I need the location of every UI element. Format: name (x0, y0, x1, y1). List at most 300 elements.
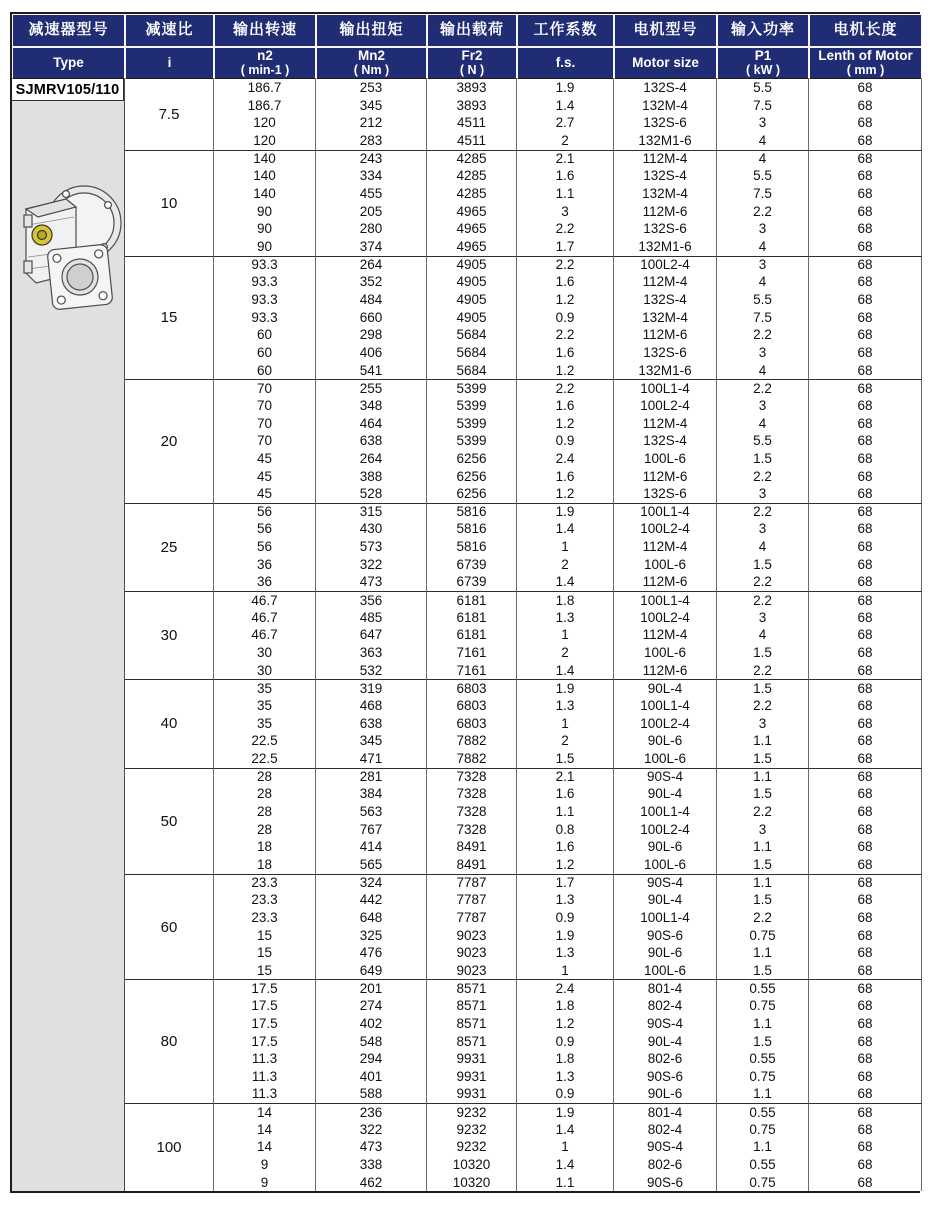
motor-length-value: 68 (809, 573, 922, 591)
service-factor-value: 0.9 (517, 1085, 614, 1103)
input-power-value: 4 (717, 362, 809, 380)
service-factor-value: 2.2 (517, 326, 614, 344)
motor-size-value: 132S-6 (614, 485, 717, 503)
input-power-value: 4 (717, 538, 809, 556)
motor-size-value: 90L-4 (614, 679, 717, 697)
output-speed-value: 9 (214, 1174, 316, 1192)
output-torque-value: 264 (316, 256, 427, 274)
input-power-value: 0.75 (717, 1121, 809, 1139)
service-factor-value: 1.6 (517, 785, 614, 803)
service-factor-value: 1.3 (517, 1068, 614, 1086)
service-factor-value: 1 (517, 626, 614, 644)
output-speed-value: 14 (214, 1121, 316, 1139)
input-power-value: 0.55 (717, 1050, 809, 1068)
service-factor-value: 1.9 (517, 927, 614, 945)
service-factor-value: 1.1 (517, 1174, 614, 1192)
motor-length-value: 68 (809, 485, 922, 503)
output-load-value: 5816 (427, 538, 517, 556)
motor-size-value: 100L2-4 (614, 256, 717, 274)
output-torque-value: 374 (316, 238, 427, 256)
output-load-value: 6803 (427, 679, 517, 697)
motor-size-value: 801-4 (614, 979, 717, 997)
output-load-value: 6181 (427, 591, 517, 609)
header-line: Fr2 (461, 47, 483, 63)
motor-size-value: 112M-4 (614, 626, 717, 644)
motor-length-value: 68 (809, 856, 922, 874)
output-load-value: 9931 (427, 1085, 517, 1103)
output-speed-value: 22.5 (214, 750, 316, 768)
col-header-motor-length-en (809, 47, 922, 79)
output-load-value: 6803 (427, 715, 517, 733)
motor-size-value: 100L2-4 (614, 821, 717, 839)
output-torque-value: 319 (316, 679, 427, 697)
output-speed-value: 186.7 (214, 79, 316, 97)
ratio-cell-60: 60 (125, 874, 214, 980)
service-factor-value: 0.9 (517, 432, 614, 450)
output-load-value: 4905 (427, 256, 517, 274)
output-speed-value: 90 (214, 238, 316, 256)
output-torque-value: 264 (316, 450, 427, 468)
output-speed-value: 70 (214, 432, 316, 450)
output-load-value: 4285 (427, 167, 517, 185)
output-load-value: 3893 (427, 97, 517, 115)
motor-length-value: 68 (809, 167, 922, 185)
output-torque-value: 315 (316, 503, 427, 521)
output-torque-value: 660 (316, 309, 427, 327)
service-factor-value: 2 (517, 732, 614, 750)
output-torque-value: 334 (316, 167, 427, 185)
motor-size-value: 90S-6 (614, 927, 717, 945)
input-power-value: 0.55 (717, 979, 809, 997)
output-speed-value: 11.3 (214, 1050, 316, 1068)
output-load-value: 5684 (427, 344, 517, 362)
ratio-cell-15: 15 (125, 256, 214, 380)
input-power-value: 2.2 (717, 591, 809, 609)
motor-size-value: 112M-4 (614, 273, 717, 291)
service-factor-value: 2.4 (517, 450, 614, 468)
output-torque-value: 280 (316, 220, 427, 238)
output-speed-value: 60 (214, 362, 316, 380)
input-power-value: 2.2 (717, 803, 809, 821)
output-speed-value: 93.3 (214, 291, 316, 309)
output-speed-value: 90 (214, 220, 316, 238)
motor-size-value: 132S-6 (614, 220, 717, 238)
output-torque-value: 476 (316, 944, 427, 962)
output-speed-value: 15 (214, 927, 316, 945)
input-power-value: 1.5 (717, 891, 809, 909)
output-torque-value: 649 (316, 962, 427, 980)
service-factor-value: 1.2 (517, 414, 614, 432)
header-unit: ( mm ) (846, 62, 885, 77)
col-header-load-zh: 输出载荷 (427, 14, 517, 47)
output-load-value: 7882 (427, 732, 517, 750)
service-factor-value: 1.2 (517, 856, 614, 874)
motor-size-value: 100L2-4 (614, 520, 717, 538)
input-power-value: 3 (717, 821, 809, 839)
output-load-value: 5816 (427, 520, 517, 538)
service-factor-value: 1.4 (517, 520, 614, 538)
input-power-value: 5.5 (717, 167, 809, 185)
motor-length-value: 68 (809, 626, 922, 644)
input-power-value: 2.2 (717, 503, 809, 521)
motor-size-value: 802-4 (614, 1121, 717, 1139)
output-speed-value: 93.3 (214, 273, 316, 291)
col-header-power-zh: 输入功率 (717, 14, 809, 47)
output-load-value: 4965 (427, 203, 517, 221)
output-speed-value: 90 (214, 203, 316, 221)
output-load-value: 4285 (427, 150, 517, 168)
motor-size-value: 132M1-6 (614, 362, 717, 380)
output-load-value: 5684 (427, 326, 517, 344)
output-load-value: 5684 (427, 362, 517, 380)
service-factor-value: 1.7 (517, 874, 614, 892)
service-factor-value: 1 (517, 538, 614, 556)
motor-size-value: 90L-6 (614, 944, 717, 962)
input-power-value: 7.5 (717, 309, 809, 327)
output-torque-value: 298 (316, 326, 427, 344)
output-speed-value: 23.3 (214, 891, 316, 909)
output-torque-value: 388 (316, 467, 427, 485)
input-power-value: 1.1 (717, 1015, 809, 1033)
output-speed-value: 11.3 (214, 1068, 316, 1086)
output-load-value: 4511 (427, 132, 517, 150)
input-power-value: 1.1 (717, 768, 809, 786)
output-load-value: 6256 (427, 485, 517, 503)
output-load-value: 7787 (427, 874, 517, 892)
output-speed-value: 186.7 (214, 97, 316, 115)
output-torque-value: 473 (316, 1138, 427, 1156)
motor-length-value: 68 (809, 944, 922, 962)
input-power-value: 3 (717, 520, 809, 538)
service-factor-value: 1.6 (517, 273, 614, 291)
output-speed-value: 36 (214, 556, 316, 574)
header-unit: ( Nm ) (353, 62, 390, 77)
motor-length-value: 68 (809, 1015, 922, 1033)
output-torque-value: 468 (316, 697, 427, 715)
output-load-value: 9232 (427, 1138, 517, 1156)
service-factor-value: 2 (517, 556, 614, 574)
motor-length-value: 68 (809, 1138, 922, 1156)
service-factor-value: 1.3 (517, 944, 614, 962)
input-power-value: 1.5 (717, 785, 809, 803)
header-unit: ( min-1 ) (240, 62, 290, 77)
output-torque-value: 548 (316, 1032, 427, 1050)
motor-length-value: 68 (809, 414, 922, 432)
input-power-value: 1.1 (717, 1138, 809, 1156)
output-speed-value: 14 (214, 1103, 316, 1121)
col-header-torque-zh: 输出扭矩 (316, 14, 427, 47)
header-line: i (167, 54, 172, 70)
input-power-value: 3 (717, 485, 809, 503)
output-speed-value: 22.5 (214, 732, 316, 750)
service-factor-value: 1 (517, 962, 614, 980)
motor-length-value: 68 (809, 715, 922, 733)
output-load-value: 6256 (427, 467, 517, 485)
motor-length-value: 68 (809, 1121, 922, 1139)
motor-length-value: 68 (809, 132, 922, 150)
ratio-cell-25: 25 (125, 503, 214, 591)
motor-length-value: 68 (809, 768, 922, 786)
motor-length-value: 68 (809, 114, 922, 132)
output-speed-value: 70 (214, 397, 316, 415)
output-speed-value: 15 (214, 944, 316, 962)
motor-size-value: 132S-4 (614, 167, 717, 185)
input-power-value: 2.2 (717, 467, 809, 485)
service-factor-value: 2 (517, 644, 614, 662)
motor-length-value: 68 (809, 591, 922, 609)
header-line: Lenth of Motor (818, 47, 913, 63)
output-torque-value: 471 (316, 750, 427, 768)
output-speed-value: 28 (214, 803, 316, 821)
output-speed-value: 30 (214, 662, 316, 680)
output-speed-value: 56 (214, 538, 316, 556)
output-speed-value: 93.3 (214, 309, 316, 327)
reducer-type-cell (12, 79, 125, 1191)
output-speed-value: 70 (214, 414, 316, 432)
output-speed-value: 28 (214, 785, 316, 803)
output-speed-value: 45 (214, 450, 316, 468)
output-torque-value: 348 (316, 397, 427, 415)
output-torque-value: 356 (316, 591, 427, 609)
output-load-value: 9931 (427, 1050, 517, 1068)
motor-length-value: 68 (809, 79, 922, 97)
motor-size-value: 132S-6 (614, 344, 717, 362)
col-header-type-en (12, 47, 125, 79)
output-torque-value: 325 (316, 927, 427, 945)
motor-length-value: 68 (809, 1103, 922, 1121)
input-power-value: 2.2 (717, 662, 809, 680)
motor-length-value: 68 (809, 185, 922, 203)
motor-length-value: 68 (809, 927, 922, 945)
ratio-cell-30: 30 (125, 591, 214, 679)
output-load-value: 3893 (427, 79, 517, 97)
motor-size-value: 112M-6 (614, 662, 717, 680)
motor-size-value: 802-6 (614, 1050, 717, 1068)
input-power-value: 2.2 (717, 909, 809, 927)
output-torque-value: 528 (316, 485, 427, 503)
motor-length-value: 68 (809, 874, 922, 892)
output-speed-value: 140 (214, 150, 316, 168)
service-factor-value: 1.1 (517, 185, 614, 203)
motor-length-value: 68 (809, 1068, 922, 1086)
output-load-value: 5399 (427, 379, 517, 397)
input-power-value: 0.75 (717, 997, 809, 1015)
output-speed-value: 30 (214, 644, 316, 662)
motor-size-value: 90S-4 (614, 874, 717, 892)
output-torque-value: 638 (316, 715, 427, 733)
output-torque-value: 414 (316, 838, 427, 856)
motor-size-value: 90L-4 (614, 891, 717, 909)
output-torque-value: 588 (316, 1085, 427, 1103)
output-load-value: 9931 (427, 1068, 517, 1086)
input-power-value: 4 (717, 414, 809, 432)
motor-length-value: 68 (809, 273, 922, 291)
service-factor-value: 1.8 (517, 1050, 614, 1068)
output-load-value: 5816 (427, 503, 517, 521)
service-factor-value: 1 (517, 1138, 614, 1156)
motor-length-value: 68 (809, 450, 922, 468)
output-torque-value: 363 (316, 644, 427, 662)
motor-size-value: 801-4 (614, 1103, 717, 1121)
input-power-value: 0.55 (717, 1156, 809, 1174)
motor-length-value: 68 (809, 785, 922, 803)
motor-length-value: 68 (809, 803, 922, 821)
input-power-value: 0.75 (717, 927, 809, 945)
motor-size-value: 112M-4 (614, 414, 717, 432)
output-speed-value: 35 (214, 679, 316, 697)
motor-size-value: 90S-6 (614, 1174, 717, 1192)
input-power-value: 3 (717, 344, 809, 362)
output-load-value: 4965 (427, 238, 517, 256)
output-torque-value: 541 (316, 362, 427, 380)
service-factor-value: 0.8 (517, 821, 614, 839)
col-header-ratio-zh: 减速比 (125, 14, 214, 47)
motor-length-value: 68 (809, 397, 922, 415)
output-load-value: 6181 (427, 609, 517, 627)
output-speed-value: 36 (214, 573, 316, 591)
service-factor-value: 1.2 (517, 485, 614, 503)
motor-length-value: 68 (809, 979, 922, 997)
input-power-value: 2.2 (717, 697, 809, 715)
output-torque-value: 485 (316, 609, 427, 627)
motor-size-value: 90L-6 (614, 838, 717, 856)
worm-gearbox-illustration (14, 165, 122, 337)
output-torque-value: 294 (316, 1050, 427, 1068)
output-speed-value: 56 (214, 520, 316, 538)
motor-size-value: 132S-4 (614, 79, 717, 97)
output-speed-value: 11.3 (214, 1085, 316, 1103)
motor-length-value: 68 (809, 503, 922, 521)
service-factor-value: 0.9 (517, 309, 614, 327)
input-power-value: 2.2 (717, 326, 809, 344)
output-speed-value: 17.5 (214, 979, 316, 997)
input-power-value: 3 (717, 715, 809, 733)
service-factor-value: 1.7 (517, 238, 614, 256)
output-load-value: 9023 (427, 927, 517, 945)
input-power-value: 1.1 (717, 944, 809, 962)
ratio-cell-80: 80 (125, 979, 214, 1103)
motor-size-value: 90S-4 (614, 768, 717, 786)
service-factor-value: 2.2 (517, 379, 614, 397)
input-power-value: 3 (717, 397, 809, 415)
output-torque-value: 402 (316, 1015, 427, 1033)
motor-length-value: 68 (809, 256, 922, 274)
output-load-value: 4511 (427, 114, 517, 132)
motor-length-value: 68 (809, 697, 922, 715)
motor-length-value: 68 (809, 750, 922, 768)
output-load-value: 4905 (427, 309, 517, 327)
output-load-value: 4965 (427, 220, 517, 238)
output-load-value: 9023 (427, 944, 517, 962)
input-power-value: 1.5 (717, 962, 809, 980)
input-power-value: 2.2 (717, 573, 809, 591)
output-load-value: 7328 (427, 821, 517, 839)
motor-size-value: 90S-4 (614, 1015, 717, 1033)
service-factor-value: 1 (517, 715, 614, 733)
motor-size-value: 100L-6 (614, 962, 717, 980)
output-speed-value: 60 (214, 326, 316, 344)
output-load-value: 7328 (427, 785, 517, 803)
motor-size-value: 90S-6 (614, 1068, 717, 1086)
col-header-power-en (717, 47, 809, 79)
service-factor-value: 1.6 (517, 397, 614, 415)
service-factor-value: 1.6 (517, 344, 614, 362)
output-torque-value: 322 (316, 1121, 427, 1139)
service-factor-value: 1.1 (517, 803, 614, 821)
col-header-speed-zh: 输出转速 (214, 14, 316, 47)
motor-length-value: 68 (809, 467, 922, 485)
service-factor-value: 1.2 (517, 362, 614, 380)
output-load-value: 8571 (427, 979, 517, 997)
motor-size-value: 100L1-4 (614, 697, 717, 715)
output-load-value: 10320 (427, 1156, 517, 1174)
motor-size-value: 100L1-4 (614, 803, 717, 821)
motor-length-value: 68 (809, 97, 922, 115)
output-torque-value: 442 (316, 891, 427, 909)
motor-size-value: 132S-4 (614, 291, 717, 309)
service-factor-value: 1.3 (517, 891, 614, 909)
service-factor-value: 3 (517, 203, 614, 221)
output-torque-value: 384 (316, 785, 427, 803)
motor-size-value: 132M1-6 (614, 238, 717, 256)
output-load-value: 5399 (427, 432, 517, 450)
input-power-value: 3 (717, 256, 809, 274)
input-power-value: 5.5 (717, 79, 809, 97)
output-speed-value: 23.3 (214, 909, 316, 927)
input-power-value: 4 (717, 273, 809, 291)
input-power-value: 1.5 (717, 856, 809, 874)
header-line: Type (53, 54, 84, 70)
input-power-value: 3 (717, 609, 809, 627)
motor-length-value: 68 (809, 1156, 922, 1174)
motor-size-value: 132M-4 (614, 309, 717, 327)
service-factor-value: 1.9 (517, 79, 614, 97)
motor-size-value: 90L-6 (614, 1085, 717, 1103)
output-load-value: 7161 (427, 644, 517, 662)
motor-size-value: 90L-6 (614, 732, 717, 750)
output-load-value: 8491 (427, 838, 517, 856)
service-factor-value: 2.2 (517, 256, 614, 274)
motor-size-value: 132S-4 (614, 432, 717, 450)
col-header-torque-en (316, 47, 427, 79)
input-power-value: 5.5 (717, 291, 809, 309)
output-torque-value: 243 (316, 150, 427, 168)
header-line: f.s. (555, 54, 576, 70)
input-power-value: 1.1 (717, 838, 809, 856)
output-load-value: 8571 (427, 1015, 517, 1033)
input-power-value: 1.5 (717, 450, 809, 468)
output-load-value: 7328 (427, 803, 517, 821)
service-factor-value: 1.2 (517, 1015, 614, 1033)
motor-length-value: 68 (809, 1085, 922, 1103)
service-factor-value: 2.2 (517, 220, 614, 238)
output-torque-value: 401 (316, 1068, 427, 1086)
output-speed-value: 35 (214, 715, 316, 733)
output-speed-value: 17.5 (214, 997, 316, 1015)
motor-length-value: 68 (809, 220, 922, 238)
output-torque-value: 473 (316, 573, 427, 591)
col-header-motor-length-zh: 电机长度 (809, 14, 922, 47)
output-load-value: 9023 (427, 962, 517, 980)
col-header-service-factor-zh: 工作系数 (517, 14, 614, 47)
service-factor-value: 1.4 (517, 1156, 614, 1174)
output-load-value: 4905 (427, 273, 517, 291)
motor-length-value: 68 (809, 379, 922, 397)
output-torque-value: 255 (316, 379, 427, 397)
input-power-value: 0.75 (717, 1174, 809, 1192)
motor-length-value: 68 (809, 644, 922, 662)
motor-size-value: 100L-6 (614, 750, 717, 768)
